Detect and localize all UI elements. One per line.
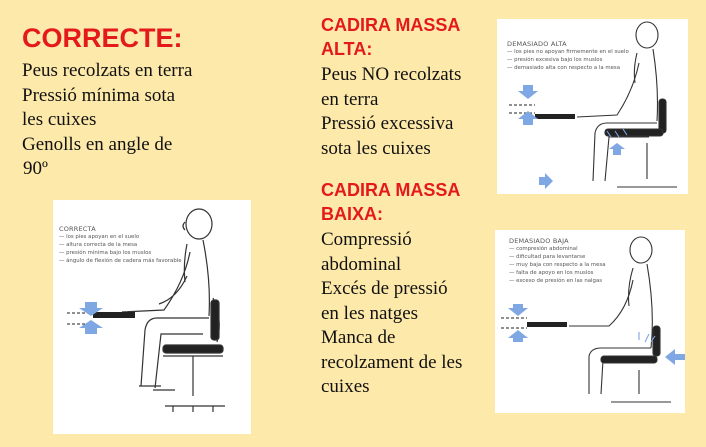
- head: [186, 209, 212, 239]
- low-line: abdominal: [321, 253, 402, 275]
- correct-line: Peus recolzats en terra: [22, 60, 193, 81]
- seated-figure-correct: [53, 200, 251, 434]
- correct-line: les cuixes: [22, 109, 97, 130]
- correct-caption: CORRECTA — los pies apoyan en el suelo — altura correcta de la mesa — presión mínima bajo los muslos — ángulo de flexión de cadera más favorable: [59, 225, 182, 264]
- low-chair-illustration: [495, 230, 685, 413]
- correct-heading: CORRECTE:: [22, 23, 183, 53]
- high-line: Pressió excessiva: [321, 113, 454, 134]
- right-arrow-icon: [539, 173, 553, 189]
- high-description: [321, 63, 461, 161]
- low-line: cuixes: [321, 376, 370, 397]
- low-caption: DEMASIADO BAJA — compresión abdominal — dificultad para levantarse — muy baja con respecto a la mesa — falta de apoyo en los muslos — exceso de presión en las nalgas: [509, 237, 606, 284]
- low-line: recolzament de les: [321, 351, 463, 373]
- low-line: Compressió: [321, 229, 412, 250]
- up-arrow-icon: [508, 330, 528, 342]
- correct-posture-illustration: [53, 200, 251, 434]
- table: [93, 312, 135, 318]
- down-arrow-icon: [518, 85, 538, 99]
- high-line: en terra: [321, 88, 379, 110]
- arm: [122, 252, 190, 312]
- low-heading: CADIRA MASSA BAIXA:: [321, 180, 461, 224]
- high-chair-illustration: [497, 19, 688, 194]
- low-line: en les natges: [321, 302, 419, 324]
- correct-line: Pressió mínima sota: [22, 84, 176, 106]
- correct-line: 90º: [23, 158, 48, 179]
- high-heading: CADIRA MASSA ALTA:: [321, 15, 461, 59]
- high-line: Peus NO recolzats: [321, 64, 462, 85]
- torso: [184, 240, 209, 316]
- correct-description: [22, 59, 192, 182]
- left-arrow-icon: [665, 349, 685, 365]
- up-arrow-icon: [79, 320, 103, 334]
- low-line: Manca de: [321, 327, 396, 348]
- seated-figure-high: [497, 19, 688, 194]
- correct-line: Genolls en angle de: [22, 133, 173, 155]
- seated-figure-low: [495, 230, 685, 413]
- high-line: sota les cuixes: [321, 137, 431, 159]
- low-line: Excés de pressió: [321, 278, 448, 299]
- up-arrow-icon: [609, 143, 625, 155]
- down-arrow-icon: [508, 304, 528, 316]
- high-caption: DEMASIADO ALTA — los pies no apoyan firmemente en el suelo — presión excesiva bajo los muslos — demasiado alta con respecto a la mesa: [507, 40, 629, 71]
- low-description: [321, 228, 462, 400]
